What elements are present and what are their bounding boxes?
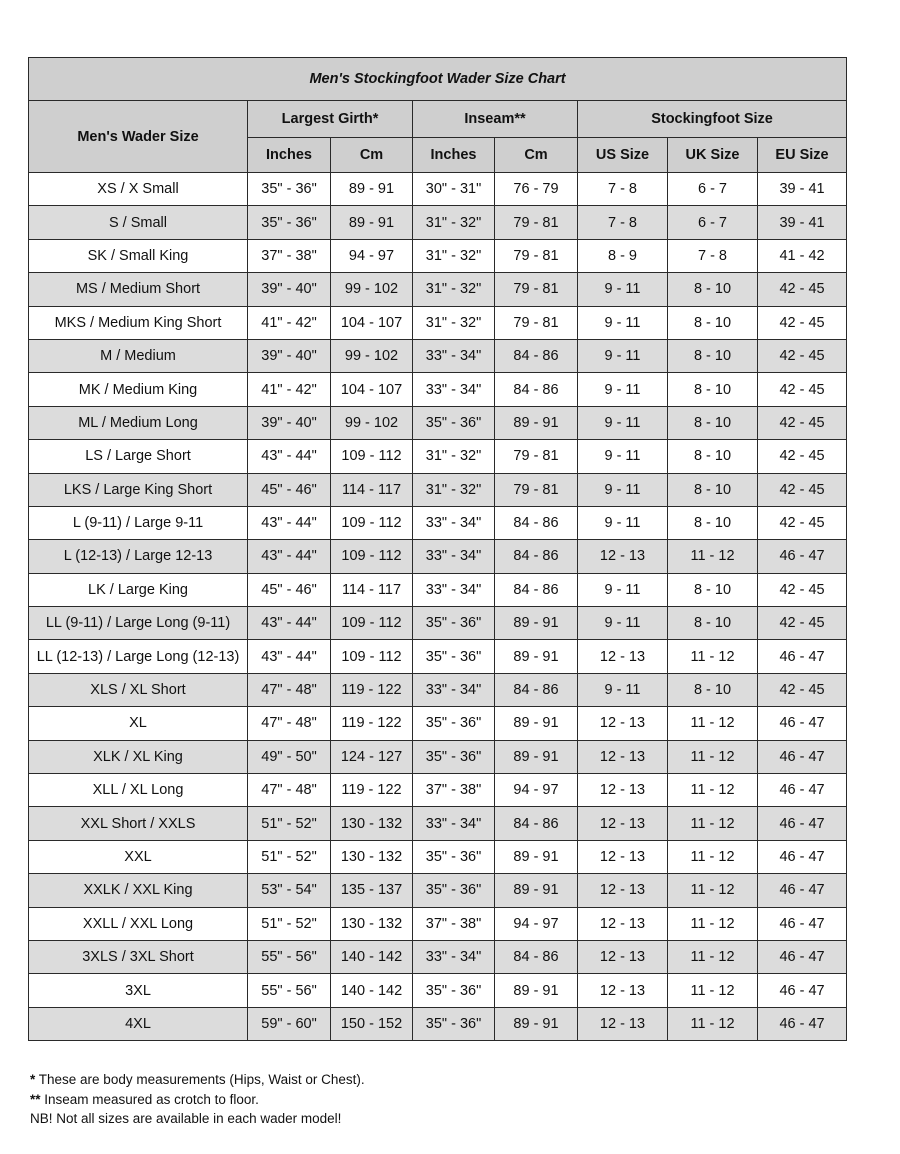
- girth-cm-cell: 119 - 122: [331, 673, 413, 706]
- girth-inches-header: Inches: [248, 138, 331, 173]
- inseam-inches-cell: 31" - 32": [413, 473, 495, 506]
- girth-cm-cell: 130 - 132: [331, 907, 413, 940]
- footnote-inseam: [30, 1090, 365, 1110]
- girth-inches-cell: 51" - 52": [248, 907, 331, 940]
- girth-inches-cell: 49" - 50": [248, 740, 331, 773]
- inseam-cm-cell: 89 - 91: [495, 974, 578, 1007]
- us-size-cell: 12 - 13: [578, 740, 668, 773]
- girth-cm-cell: 109 - 112: [331, 640, 413, 673]
- inseam-inches-cell: 35" - 36": [413, 607, 495, 640]
- uk-size-cell: 8 - 10: [668, 673, 758, 706]
- uk-size-cell: 8 - 10: [668, 373, 758, 406]
- girth-cm-cell: 130 - 132: [331, 807, 413, 840]
- inseam-cm-cell: 79 - 81: [495, 206, 578, 239]
- eu-size-cell: 42 - 45: [758, 473, 847, 506]
- us-size-cell: 12 - 13: [578, 940, 668, 973]
- uk-size-cell: 8 - 10: [668, 607, 758, 640]
- size-cell: LL (9-11) / Large Long (9-11): [29, 607, 248, 640]
- eu-size-cell: 46 - 47: [758, 974, 847, 1007]
- us-size-cell: 9 - 11: [578, 440, 668, 473]
- eu-size-cell: 46 - 47: [758, 740, 847, 773]
- size-chart-body: [29, 173, 847, 1041]
- inseam-cm-cell: 89 - 91: [495, 874, 578, 907]
- uk-size-cell: 11 - 12: [668, 807, 758, 840]
- inseam-cm-header: Cm: [495, 138, 578, 173]
- girth-inches-cell: 35" - 36": [248, 206, 331, 239]
- eu-size-cell: 46 - 47: [758, 707, 847, 740]
- inseam-cm-cell: 84 - 86: [495, 673, 578, 706]
- eu-size-cell: 42 - 45: [758, 440, 847, 473]
- girth-cm-cell: 99 - 102: [331, 273, 413, 306]
- girth-cm-cell: 114 - 117: [331, 473, 413, 506]
- eu-size-cell: 42 - 45: [758, 607, 847, 640]
- eu-size-cell: 42 - 45: [758, 406, 847, 439]
- girth-inches-cell: 47" - 48": [248, 774, 331, 807]
- inseam-inches-cell: 35" - 36": [413, 840, 495, 873]
- eu-size-cell: 46 - 47: [758, 907, 847, 940]
- girth-cm-cell: 124 - 127: [331, 740, 413, 773]
- inseam-cm-cell: 79 - 81: [495, 306, 578, 339]
- girth-inches-cell: 35" - 36": [248, 173, 331, 206]
- eu-size-cell: 46 - 47: [758, 774, 847, 807]
- girth-cm-cell: 130 - 132: [331, 840, 413, 873]
- uk-size-cell: 6 - 7: [668, 206, 758, 239]
- inseam-inches-cell: 33" - 34": [413, 540, 495, 573]
- girth-inches-cell: 55" - 56": [248, 940, 331, 973]
- table-row: [29, 640, 847, 673]
- table-row: [29, 1007, 847, 1040]
- girth-inches-cell: 43" - 44": [248, 440, 331, 473]
- table-row: [29, 907, 847, 940]
- us-size-cell: 9 - 11: [578, 573, 668, 606]
- inseam-inches-cell: 35" - 36": [413, 740, 495, 773]
- table-row: [29, 874, 847, 907]
- footnote-availability: NB! Not all sizes are available in each wader model!: [30, 1111, 342, 1126]
- eu-size-header: EU Size: [758, 138, 847, 173]
- table-row: [29, 840, 847, 873]
- size-cell: LKS / Large King Short: [29, 473, 248, 506]
- inseam-inches-cell: 31" - 32": [413, 273, 495, 306]
- uk-size-cell: 11 - 12: [668, 940, 758, 973]
- inseam-cm-cell: 89 - 91: [495, 707, 578, 740]
- inseam-cm-cell: 94 - 97: [495, 774, 578, 807]
- uk-size-cell: 6 - 7: [668, 173, 758, 206]
- inseam-inches-cell: 33" - 34": [413, 940, 495, 973]
- inseam-inches-cell: 33" - 34": [413, 506, 495, 539]
- us-size-cell: 9 - 11: [578, 339, 668, 372]
- eu-size-cell: 41 - 42: [758, 239, 847, 272]
- girth-inches-cell: 51" - 52": [248, 840, 331, 873]
- inseam-cm-cell: 84 - 86: [495, 573, 578, 606]
- girth-inches-cell: 41" - 42": [248, 306, 331, 339]
- size-cell: 3XLS / 3XL Short: [29, 940, 248, 973]
- table-row: [29, 940, 847, 973]
- girth-cm-cell: 150 - 152: [331, 1007, 413, 1040]
- uk-size-cell: 11 - 12: [668, 1007, 758, 1040]
- girth-inches-cell: 43" - 44": [248, 640, 331, 673]
- girth-inches-cell: 43" - 44": [248, 506, 331, 539]
- inseam-inches-cell: 35" - 36": [413, 1007, 495, 1040]
- inseam-inches-cell: 31" - 32": [413, 239, 495, 272]
- inseam-group-header: Inseam**: [413, 101, 578, 138]
- uk-size-cell: 11 - 12: [668, 740, 758, 773]
- inseam-inches-cell: 31" - 32": [413, 306, 495, 339]
- girth-cm-cell: 135 - 137: [331, 874, 413, 907]
- uk-size-cell: 11 - 12: [668, 840, 758, 873]
- size-column-header: Men's Wader Size: [29, 101, 248, 173]
- us-size-cell: 12 - 13: [578, 807, 668, 840]
- size-cell: XLK / XL King: [29, 740, 248, 773]
- uk-size-cell: 8 - 10: [668, 339, 758, 372]
- inseam-cm-cell: 89 - 91: [495, 607, 578, 640]
- table-row: [29, 974, 847, 1007]
- inseam-cm-cell: 89 - 91: [495, 840, 578, 873]
- us-size-cell: 12 - 13: [578, 707, 668, 740]
- uk-size-cell: 8 - 10: [668, 306, 758, 339]
- us-size-cell: 9 - 11: [578, 673, 668, 706]
- girth-inches-cell: 45" - 46": [248, 473, 331, 506]
- size-cell: S / Small: [29, 206, 248, 239]
- inseam-cm-cell: 84 - 86: [495, 506, 578, 539]
- girth-cm-cell: 119 - 122: [331, 707, 413, 740]
- table-row: [29, 273, 847, 306]
- table-row: [29, 473, 847, 506]
- eu-size-cell: 46 - 47: [758, 940, 847, 973]
- girth-cm-header: Cm: [331, 138, 413, 173]
- inseam-cm-cell: 76 - 79: [495, 173, 578, 206]
- inseam-cm-cell: 94 - 97: [495, 907, 578, 940]
- girth-cm-cell: 140 - 142: [331, 940, 413, 973]
- footnote-text: Inseam measured as crotch to floor.: [40, 1091, 259, 1107]
- size-cell: ML / Medium Long: [29, 406, 248, 439]
- uk-size-cell: 8 - 10: [668, 273, 758, 306]
- girth-inches-cell: 51" - 52": [248, 807, 331, 840]
- size-cell: XS / X Small: [29, 173, 248, 206]
- table-row: [29, 707, 847, 740]
- eu-size-cell: 46 - 47: [758, 840, 847, 873]
- eu-size-cell: 39 - 41: [758, 173, 847, 206]
- inseam-inches-cell: 35" - 36": [413, 707, 495, 740]
- size-cell: L (9-11) / Large 9-11: [29, 506, 248, 539]
- girth-inches-cell: 43" - 44": [248, 607, 331, 640]
- us-size-header: US Size: [578, 138, 668, 173]
- girth-cm-cell: 94 - 97: [331, 239, 413, 272]
- size-cell: 4XL: [29, 1007, 248, 1040]
- girth-inches-cell: 39" - 40": [248, 406, 331, 439]
- table-row: [29, 440, 847, 473]
- uk-size-cell: 8 - 10: [668, 506, 758, 539]
- footnote-mark: **: [30, 1091, 41, 1107]
- inseam-cm-cell: 89 - 91: [495, 740, 578, 773]
- footnote-text: These are body measurements (Hips, Waist or Chest).: [35, 1072, 365, 1087]
- girth-cm-cell: 140 - 142: [331, 974, 413, 1007]
- inseam-cm-cell: 79 - 81: [495, 473, 578, 506]
- eu-size-cell: 46 - 47: [758, 874, 847, 907]
- us-size-cell: 9 - 11: [578, 406, 668, 439]
- inseam-cm-cell: 84 - 86: [495, 807, 578, 840]
- girth-inches-cell: 39" - 40": [248, 273, 331, 306]
- us-size-cell: 12 - 13: [578, 774, 668, 807]
- inseam-inches-cell: 33" - 34": [413, 673, 495, 706]
- eu-size-cell: 42 - 45: [758, 339, 847, 372]
- girth-cm-cell: 99 - 102: [331, 339, 413, 372]
- girth-inches-cell: 47" - 48": [248, 707, 331, 740]
- footnote-body-measurements: [30, 1070, 365, 1090]
- girth-cm-cell: 114 - 117: [331, 573, 413, 606]
- table-row: [29, 173, 847, 206]
- inseam-inches-cell: 35" - 36": [413, 406, 495, 439]
- table-row: [29, 573, 847, 606]
- inseam-cm-cell: 79 - 81: [495, 273, 578, 306]
- inseam-cm-cell: 84 - 86: [495, 339, 578, 372]
- table-row: [29, 206, 847, 239]
- inseam-inches-cell: 33" - 34": [413, 339, 495, 372]
- inseam-inches-cell: 33" - 34": [413, 573, 495, 606]
- eu-size-cell: 42 - 45: [758, 373, 847, 406]
- inseam-inches-cell: 31" - 32": [413, 206, 495, 239]
- uk-size-cell: 8 - 10: [668, 573, 758, 606]
- table-row: [29, 306, 847, 339]
- us-size-cell: 9 - 11: [578, 373, 668, 406]
- girth-cm-cell: 109 - 112: [331, 506, 413, 539]
- girth-inches-cell: 37" - 38": [248, 239, 331, 272]
- us-size-cell: 12 - 13: [578, 540, 668, 573]
- size-cell: XXL: [29, 840, 248, 873]
- eu-size-cell: 42 - 45: [758, 306, 847, 339]
- size-cell: XLL / XL Long: [29, 774, 248, 807]
- us-size-cell: 12 - 13: [578, 1007, 668, 1040]
- inseam-inches-cell: 37" - 38": [413, 774, 495, 807]
- uk-size-cell: 7 - 8: [668, 239, 758, 272]
- us-size-cell: 12 - 13: [578, 907, 668, 940]
- inseam-inches-cell: 37" - 38": [413, 907, 495, 940]
- uk-size-cell: 11 - 12: [668, 974, 758, 1007]
- stockingfoot-group-header: Stockingfoot Size: [578, 101, 847, 138]
- size-cell: LK / Large King: [29, 573, 248, 606]
- girth-inches-cell: 45" - 46": [248, 573, 331, 606]
- girth-cm-cell: 109 - 112: [331, 607, 413, 640]
- eu-size-cell: 46 - 47: [758, 540, 847, 573]
- uk-size-cell: 8 - 10: [668, 406, 758, 439]
- eu-size-cell: 42 - 45: [758, 506, 847, 539]
- us-size-cell: 7 - 8: [578, 206, 668, 239]
- inseam-inches-cell: 35" - 36": [413, 874, 495, 907]
- eu-size-cell: 42 - 45: [758, 573, 847, 606]
- girth-group-header: Largest Girth*: [248, 101, 413, 138]
- size-cell: MKS / Medium King Short: [29, 306, 248, 339]
- table-row: [29, 506, 847, 539]
- size-cell: LL (12-13) / Large Long (12-13): [29, 640, 248, 673]
- footnotes: [30, 1070, 365, 1129]
- inseam-cm-cell: 89 - 91: [495, 640, 578, 673]
- us-size-cell: 9 - 11: [578, 306, 668, 339]
- girth-cm-cell: 99 - 102: [331, 406, 413, 439]
- size-cell: 3XL: [29, 974, 248, 1007]
- inseam-cm-cell: 79 - 81: [495, 440, 578, 473]
- eu-size-cell: 46 - 47: [758, 640, 847, 673]
- girth-cm-cell: 109 - 112: [331, 440, 413, 473]
- uk-size-cell: 8 - 10: [668, 473, 758, 506]
- size-cell: M / Medium: [29, 339, 248, 372]
- us-size-cell: 7 - 8: [578, 173, 668, 206]
- table-row: [29, 740, 847, 773]
- table-row: [29, 339, 847, 372]
- uk-size-cell: 11 - 12: [668, 874, 758, 907]
- size-cell: XXLK / XXL King: [29, 874, 248, 907]
- girth-cm-cell: 104 - 107: [331, 306, 413, 339]
- girth-inches-cell: 43" - 44": [248, 540, 331, 573]
- eu-size-cell: 42 - 45: [758, 673, 847, 706]
- girth-inches-cell: 59" - 60": [248, 1007, 331, 1040]
- eu-size-cell: 39 - 41: [758, 206, 847, 239]
- us-size-cell: 12 - 13: [578, 840, 668, 873]
- us-size-cell: 8 - 9: [578, 239, 668, 272]
- girth-cm-cell: 89 - 91: [331, 173, 413, 206]
- inseam-cm-cell: 84 - 86: [495, 940, 578, 973]
- us-size-cell: 9 - 11: [578, 506, 668, 539]
- uk-size-cell: 11 - 12: [668, 640, 758, 673]
- us-size-cell: 12 - 13: [578, 874, 668, 907]
- us-size-cell: 9 - 11: [578, 273, 668, 306]
- us-size-cell: 9 - 11: [578, 607, 668, 640]
- uk-size-cell: 8 - 10: [668, 440, 758, 473]
- inseam-cm-cell: 84 - 86: [495, 373, 578, 406]
- eu-size-cell: 46 - 47: [758, 1007, 847, 1040]
- table-row: [29, 239, 847, 272]
- uk-size-cell: 11 - 12: [668, 707, 758, 740]
- girth-inches-cell: 53" - 54": [248, 874, 331, 907]
- inseam-cm-cell: 84 - 86: [495, 540, 578, 573]
- us-size-cell: 12 - 13: [578, 974, 668, 1007]
- eu-size-cell: 46 - 47: [758, 807, 847, 840]
- footnote-mark: *: [30, 1072, 36, 1087]
- inseam-inches-cell: 33" - 34": [413, 807, 495, 840]
- girth-inches-cell: 47" - 48": [248, 673, 331, 706]
- size-cell: L (12-13) / Large 12-13: [29, 540, 248, 573]
- uk-size-cell: 11 - 12: [668, 907, 758, 940]
- girth-cm-cell: 119 - 122: [331, 774, 413, 807]
- girth-inches-cell: 39" - 40": [248, 339, 331, 372]
- inseam-inches-cell: 35" - 36": [413, 974, 495, 1007]
- uk-size-cell: 11 - 12: [668, 774, 758, 807]
- table-row: [29, 607, 847, 640]
- uk-size-cell: 11 - 12: [668, 540, 758, 573]
- girth-cm-cell: 109 - 112: [331, 540, 413, 573]
- size-cell: XXLL / XXL Long: [29, 907, 248, 940]
- table-row: [29, 373, 847, 406]
- inseam-cm-cell: 89 - 91: [495, 406, 578, 439]
- chart-title: Men's Stockingfoot Wader Size Chart: [29, 58, 847, 101]
- inseam-inches-header: Inches: [413, 138, 495, 173]
- size-cell: MK / Medium King: [29, 373, 248, 406]
- uk-size-header: UK Size: [668, 138, 758, 173]
- size-chart-table: [28, 57, 847, 1041]
- us-size-cell: 12 - 13: [578, 640, 668, 673]
- inseam-inches-cell: 33" - 34": [413, 373, 495, 406]
- size-cell: XLS / XL Short: [29, 673, 248, 706]
- inseam-inches-cell: 31" - 32": [413, 440, 495, 473]
- size-cell: LS / Large Short: [29, 440, 248, 473]
- inseam-cm-cell: 79 - 81: [495, 239, 578, 272]
- table-row: [29, 807, 847, 840]
- girth-inches-cell: 41" - 42": [248, 373, 331, 406]
- table-row: [29, 540, 847, 573]
- eu-size-cell: 42 - 45: [758, 273, 847, 306]
- girth-inches-cell: 55" - 56": [248, 974, 331, 1007]
- table-row: [29, 774, 847, 807]
- size-cell: XL: [29, 707, 248, 740]
- inseam-cm-cell: 89 - 91: [495, 1007, 578, 1040]
- table-row: [29, 406, 847, 439]
- inseam-inches-cell: 30" - 31": [413, 173, 495, 206]
- size-cell: XXL Short / XXLS: [29, 807, 248, 840]
- girth-cm-cell: 89 - 91: [331, 206, 413, 239]
- us-size-cell: 9 - 11: [578, 473, 668, 506]
- size-cell: MS / Medium Short: [29, 273, 248, 306]
- size-cell: SK / Small King: [29, 239, 248, 272]
- inseam-inches-cell: 35" - 36": [413, 640, 495, 673]
- table-row: [29, 673, 847, 706]
- girth-cm-cell: 104 - 107: [331, 373, 413, 406]
